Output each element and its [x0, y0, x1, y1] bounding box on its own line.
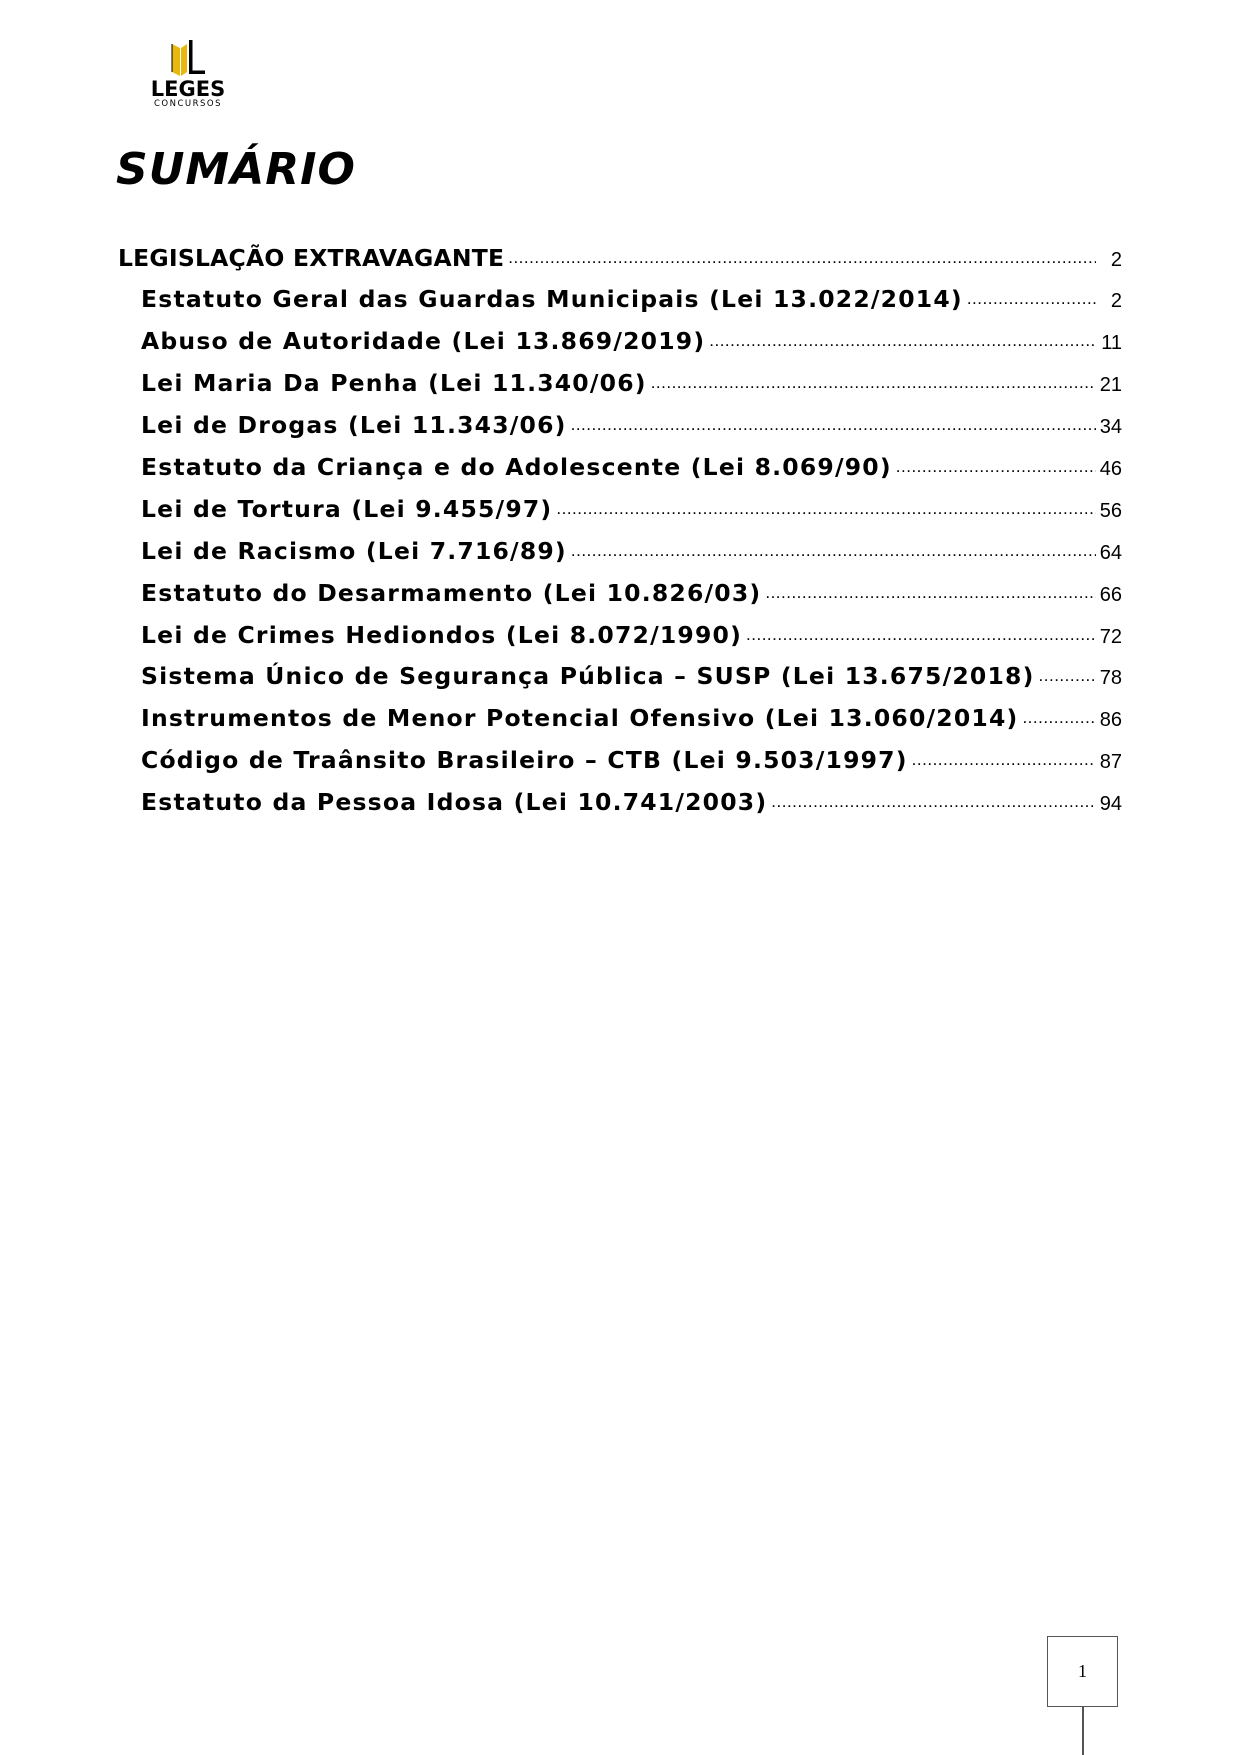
toc-dot-leader	[765, 577, 1095, 601]
toc-entry-page: 56	[1099, 499, 1122, 522]
toc-entry-label: LEGISLAÇÃO EXTRAVAGANTE	[118, 243, 505, 272]
toc-dot-leader	[571, 535, 1096, 559]
toc-entry-page: 34	[1099, 416, 1122, 439]
toc-section-entry[interactable]	[118, 242, 1122, 284]
toc-entry[interactable]	[118, 619, 1122, 661]
toc-dot-leader	[746, 619, 1096, 643]
toc-entry-page: 21	[1099, 374, 1122, 397]
toc-entry[interactable]	[118, 535, 1122, 577]
page-number-connector	[1082, 1707, 1084, 1755]
toc-dot-leader	[508, 242, 1096, 266]
toc-entry[interactable]	[118, 368, 1122, 410]
toc-entry-label: Lei de Drogas (Lei 11.343/06)	[141, 411, 567, 440]
toc-entry-label: Lei de Crimes Hediondos (Lei 8.072/1990)	[141, 620, 743, 649]
toc-entry-page: 2	[1110, 290, 1122, 313]
toc-entry[interactable]	[118, 326, 1122, 368]
toc-entry[interactable]	[118, 410, 1122, 452]
toc-entry[interactable]	[118, 661, 1122, 703]
toc-entry-label: Código de Traânsito Brasileiro – CTB (Lei 9.503/1997)	[141, 746, 908, 775]
toc-entry[interactable]	[118, 493, 1122, 535]
toc-entry[interactable]	[118, 745, 1122, 787]
toc-entry[interactable]	[118, 787, 1122, 829]
toc-entry-label: Estatuto da Pessoa Idosa (Lei 10.741/2003)	[141, 788, 768, 817]
toc-entry-label: Estatuto da Criança e do Adolescente (Lei 8.069/90)	[141, 452, 892, 481]
toc-entry-label: Abuso de Autoridade (Lei 13.869/2019)	[141, 327, 706, 356]
page-number: 1	[1078, 1661, 1087, 1681]
toc-dot-leader	[571, 410, 1096, 434]
toc-entry[interactable]	[118, 703, 1122, 745]
toc-dot-leader	[912, 745, 1096, 769]
toc-entry[interactable]	[118, 577, 1122, 619]
logo-subtitle: CONCURSOS	[153, 99, 223, 109]
toc-entry-page: 66	[1099, 583, 1122, 606]
toc-entry[interactable]	[118, 451, 1122, 493]
leges-logo	[146, 38, 230, 110]
page-title: SUMÁRIO	[116, 144, 356, 195]
toc-entry-page: 72	[1099, 625, 1122, 648]
toc-dot-leader	[1022, 703, 1095, 727]
toc-entry-page: 46	[1099, 457, 1122, 480]
toc-dot-leader	[771, 787, 1095, 811]
toc-entry-label: Estatuto do Desarmamento (Lei 10.826/03)	[141, 578, 762, 607]
toc-entry-label: Instrumentos de Menor Potencial Ofensivo (Lei 13.060/2014)	[141, 704, 1019, 733]
toc-entry-label: Lei de Racismo (Lei 7.716/89)	[141, 536, 567, 565]
toc-entry-label: Sistema Único de Segurança Pública – SUSP (Lei 13.675/2018)	[141, 662, 1035, 691]
toc-entry-page: 94	[1099, 793, 1122, 816]
toc-dot-leader	[896, 451, 1096, 475]
logo-wordmark: LEGES	[150, 77, 226, 101]
toc-entry-label: Estatuto Geral das Guardas Municipais (Lei 13.022/2014)	[141, 285, 963, 314]
toc-dot-leader	[709, 326, 1096, 350]
toc-dot-leader	[967, 284, 1096, 308]
table-of-contents	[118, 242, 1122, 828]
toc-entry-page: 87	[1099, 751, 1122, 774]
toc-entry-page: 11	[1101, 332, 1122, 355]
page-number-box	[1047, 1636, 1118, 1707]
toc-entry-page: 86	[1099, 709, 1122, 732]
toc-entry-label: Lei Maria Da Penha (Lei 11.340/06)	[141, 369, 647, 398]
book-logo-icon	[168, 38, 208, 78]
toc-entry-page: 64	[1099, 541, 1122, 564]
toc-dot-leader	[1039, 661, 1096, 685]
toc-entry[interactable]	[118, 284, 1122, 326]
toc-entry-page: 78	[1099, 667, 1122, 690]
toc-dot-leader	[651, 368, 1096, 392]
toc-dot-leader	[556, 493, 1095, 517]
toc-entry-page: 2	[1110, 248, 1122, 271]
toc-entry-label: Lei de Tortura (Lei 9.455/97)	[141, 494, 553, 523]
